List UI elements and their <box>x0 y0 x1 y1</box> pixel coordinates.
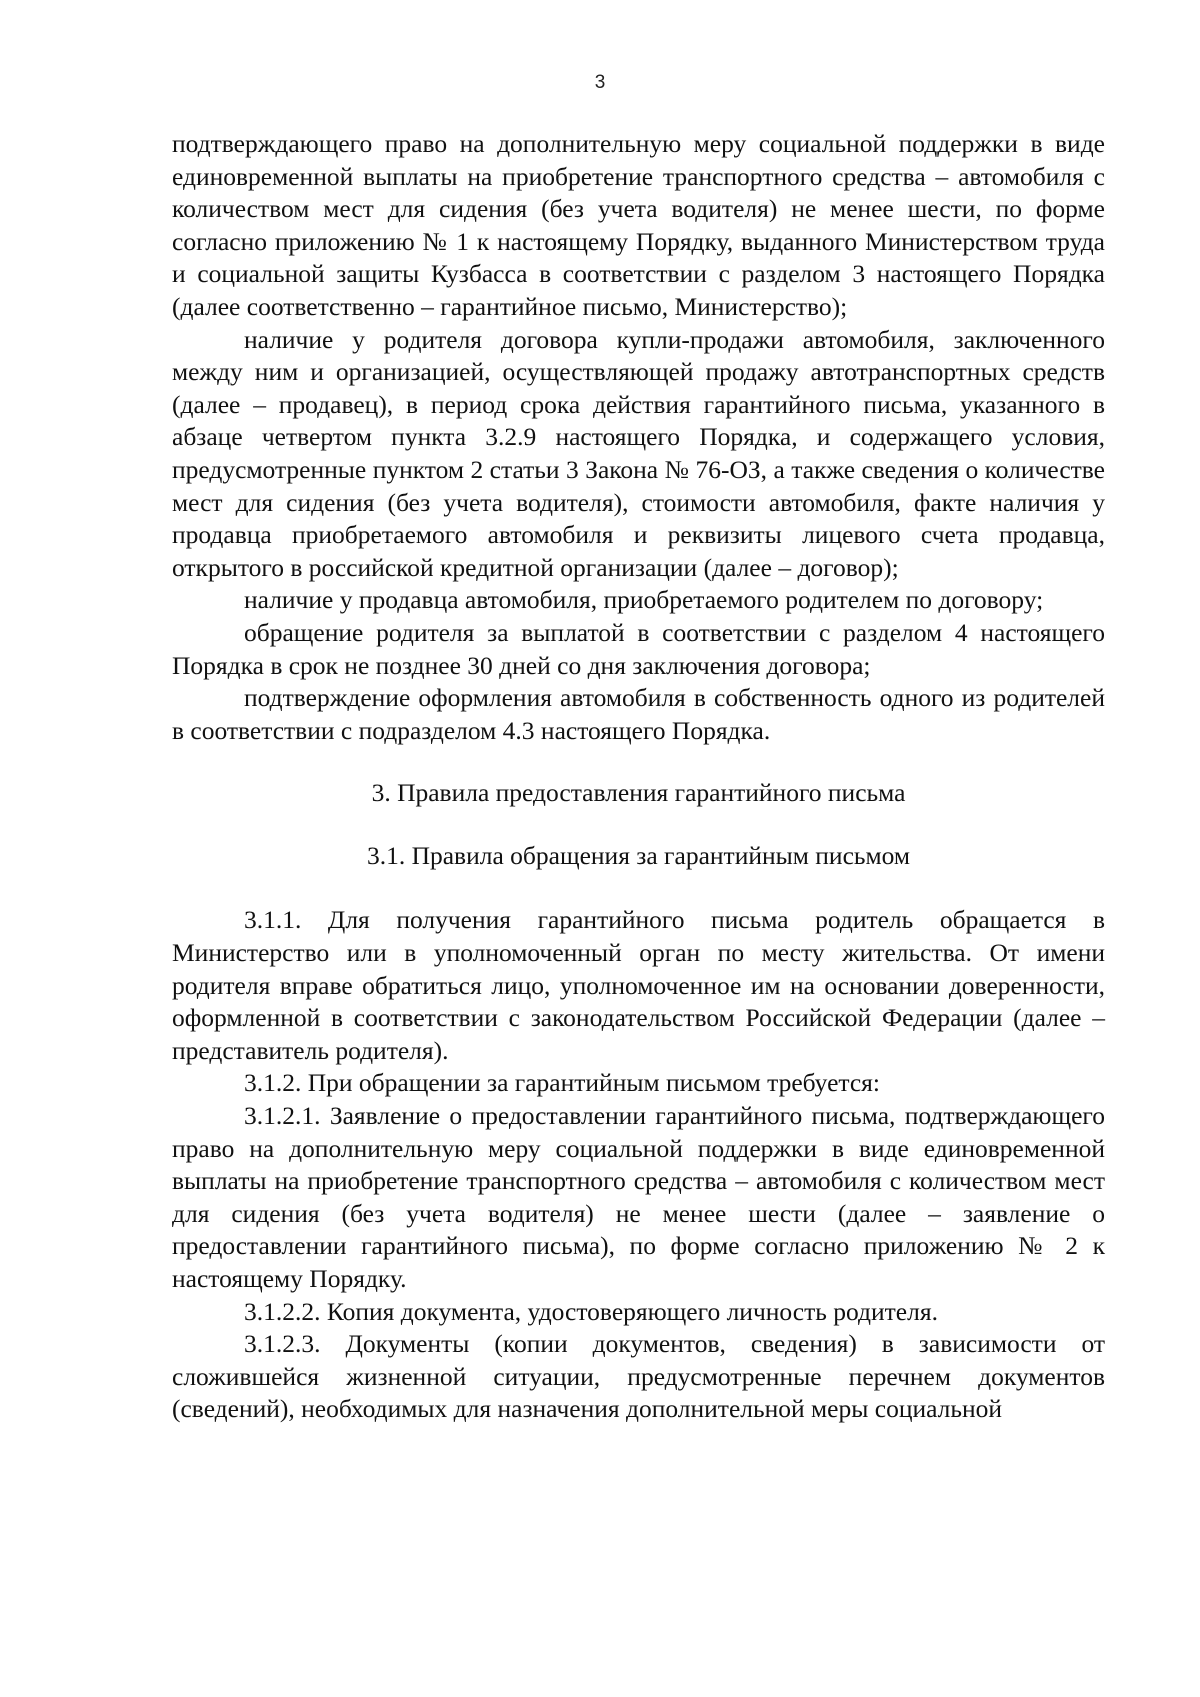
section-heading: 3. Правила предоставления гарантийного письма <box>371 778 906 808</box>
paragraph-3-1-1: 3.1.1. Для получения гарантийного письма родитель обращается в Министерство или в уполномоченный орган по месту жительства. От имени родителя вправе обратиться лицо, уполномоченное им на основании доверенности, оформленной в соответствии с законодательством Российской Федерации (далее – представитель родителя). <box>172 905 1105 1065</box>
paragraph-3-1-2-2: 3.1.2.2. Копия документа, удостоверяющего личность родителя. <box>244 1296 938 1326</box>
paragraph-continuation: подтверждающего право на дополнительную меру социальной поддержки в виде единовременной выплаты на приобретение транспортного средства – автомобиля с количеством мест для сидения (без учета водителя) не менее шести, по форме согласно приложению № 1 к настоящему Порядку, выданного Министерством труда и социальной защиты Кузбасса в соответствии с разделом 3 настоящего Порядка (далее соответственно – гарантийное письмо, Министерство); <box>172 129 1105 321</box>
paragraph-condition-application: обращение родителя за выплатой в соответствии с разделом 4 настоящего Порядка в срок не позднее 30 дней со дня заключения договора; <box>172 617 1105 680</box>
paragraph-condition-ownership: подтверждение оформления автомобиля в собственность одного из родителей в соответствии с подразделом 4.3 настоящего Порядка. <box>172 683 1105 745</box>
paragraph-condition-contract: наличие у родителя договора купли-продажи автомобиля, заключенного между ним и организацией, осуществляющей продажу автотранспортных средств (далее – продавец), в период срока действия гарантийного письма, указанного в абзаце четвертом пункта 3.2.9 настоящего Порядка, и содержащего условия, предусмотренные пунктом 2 статьи 3 Закона № 76-ОЗ, а также сведения о количестве мест для сидения (без учета водителя), стоимости автомобиля, факте наличия у продавца приобретаемого автомобиля и реквизиты лицевого счета продавца, открытого в российской кредитной организации (далее – договор); <box>172 324 1105 582</box>
page-number: 3 <box>594 72 606 93</box>
paragraph-3-1-2: 3.1.2. При обращении за гарантийным письмом требуется: <box>244 1068 880 1098</box>
document-body <box>172 128 1105 1426</box>
paragraph-3-1-2-3: 3.1.2.3. Документы (копии документов, сведения) в зависимости от сложившейся жизненной ситуации, предусмотренные перечнем документов (сведений), необходимых для назначения дополнительной меры социальной <box>172 1329 1105 1424</box>
paragraph-3-1-2-1: 3.1.2.1. Заявление о предоставлении гарантийного письма, подтверждающего право на дополнительную меру социальной поддержки в виде единовременной выплаты на приобретение транспортного средства – автомобиля с количеством мест для сидения (без учета водителя) не менее шести (далее – заявление о предоставлении гарантийного письма), по форме согласно приложению № 2 к настоящему Порядку. <box>172 1101 1105 1293</box>
subsection-heading: 3.1. Правила обращения за гарантийным письмом <box>366 840 911 870</box>
paragraph-condition-seller: наличие у продавца автомобиля, приобретаемого родителем по договору; <box>244 585 1044 615</box>
